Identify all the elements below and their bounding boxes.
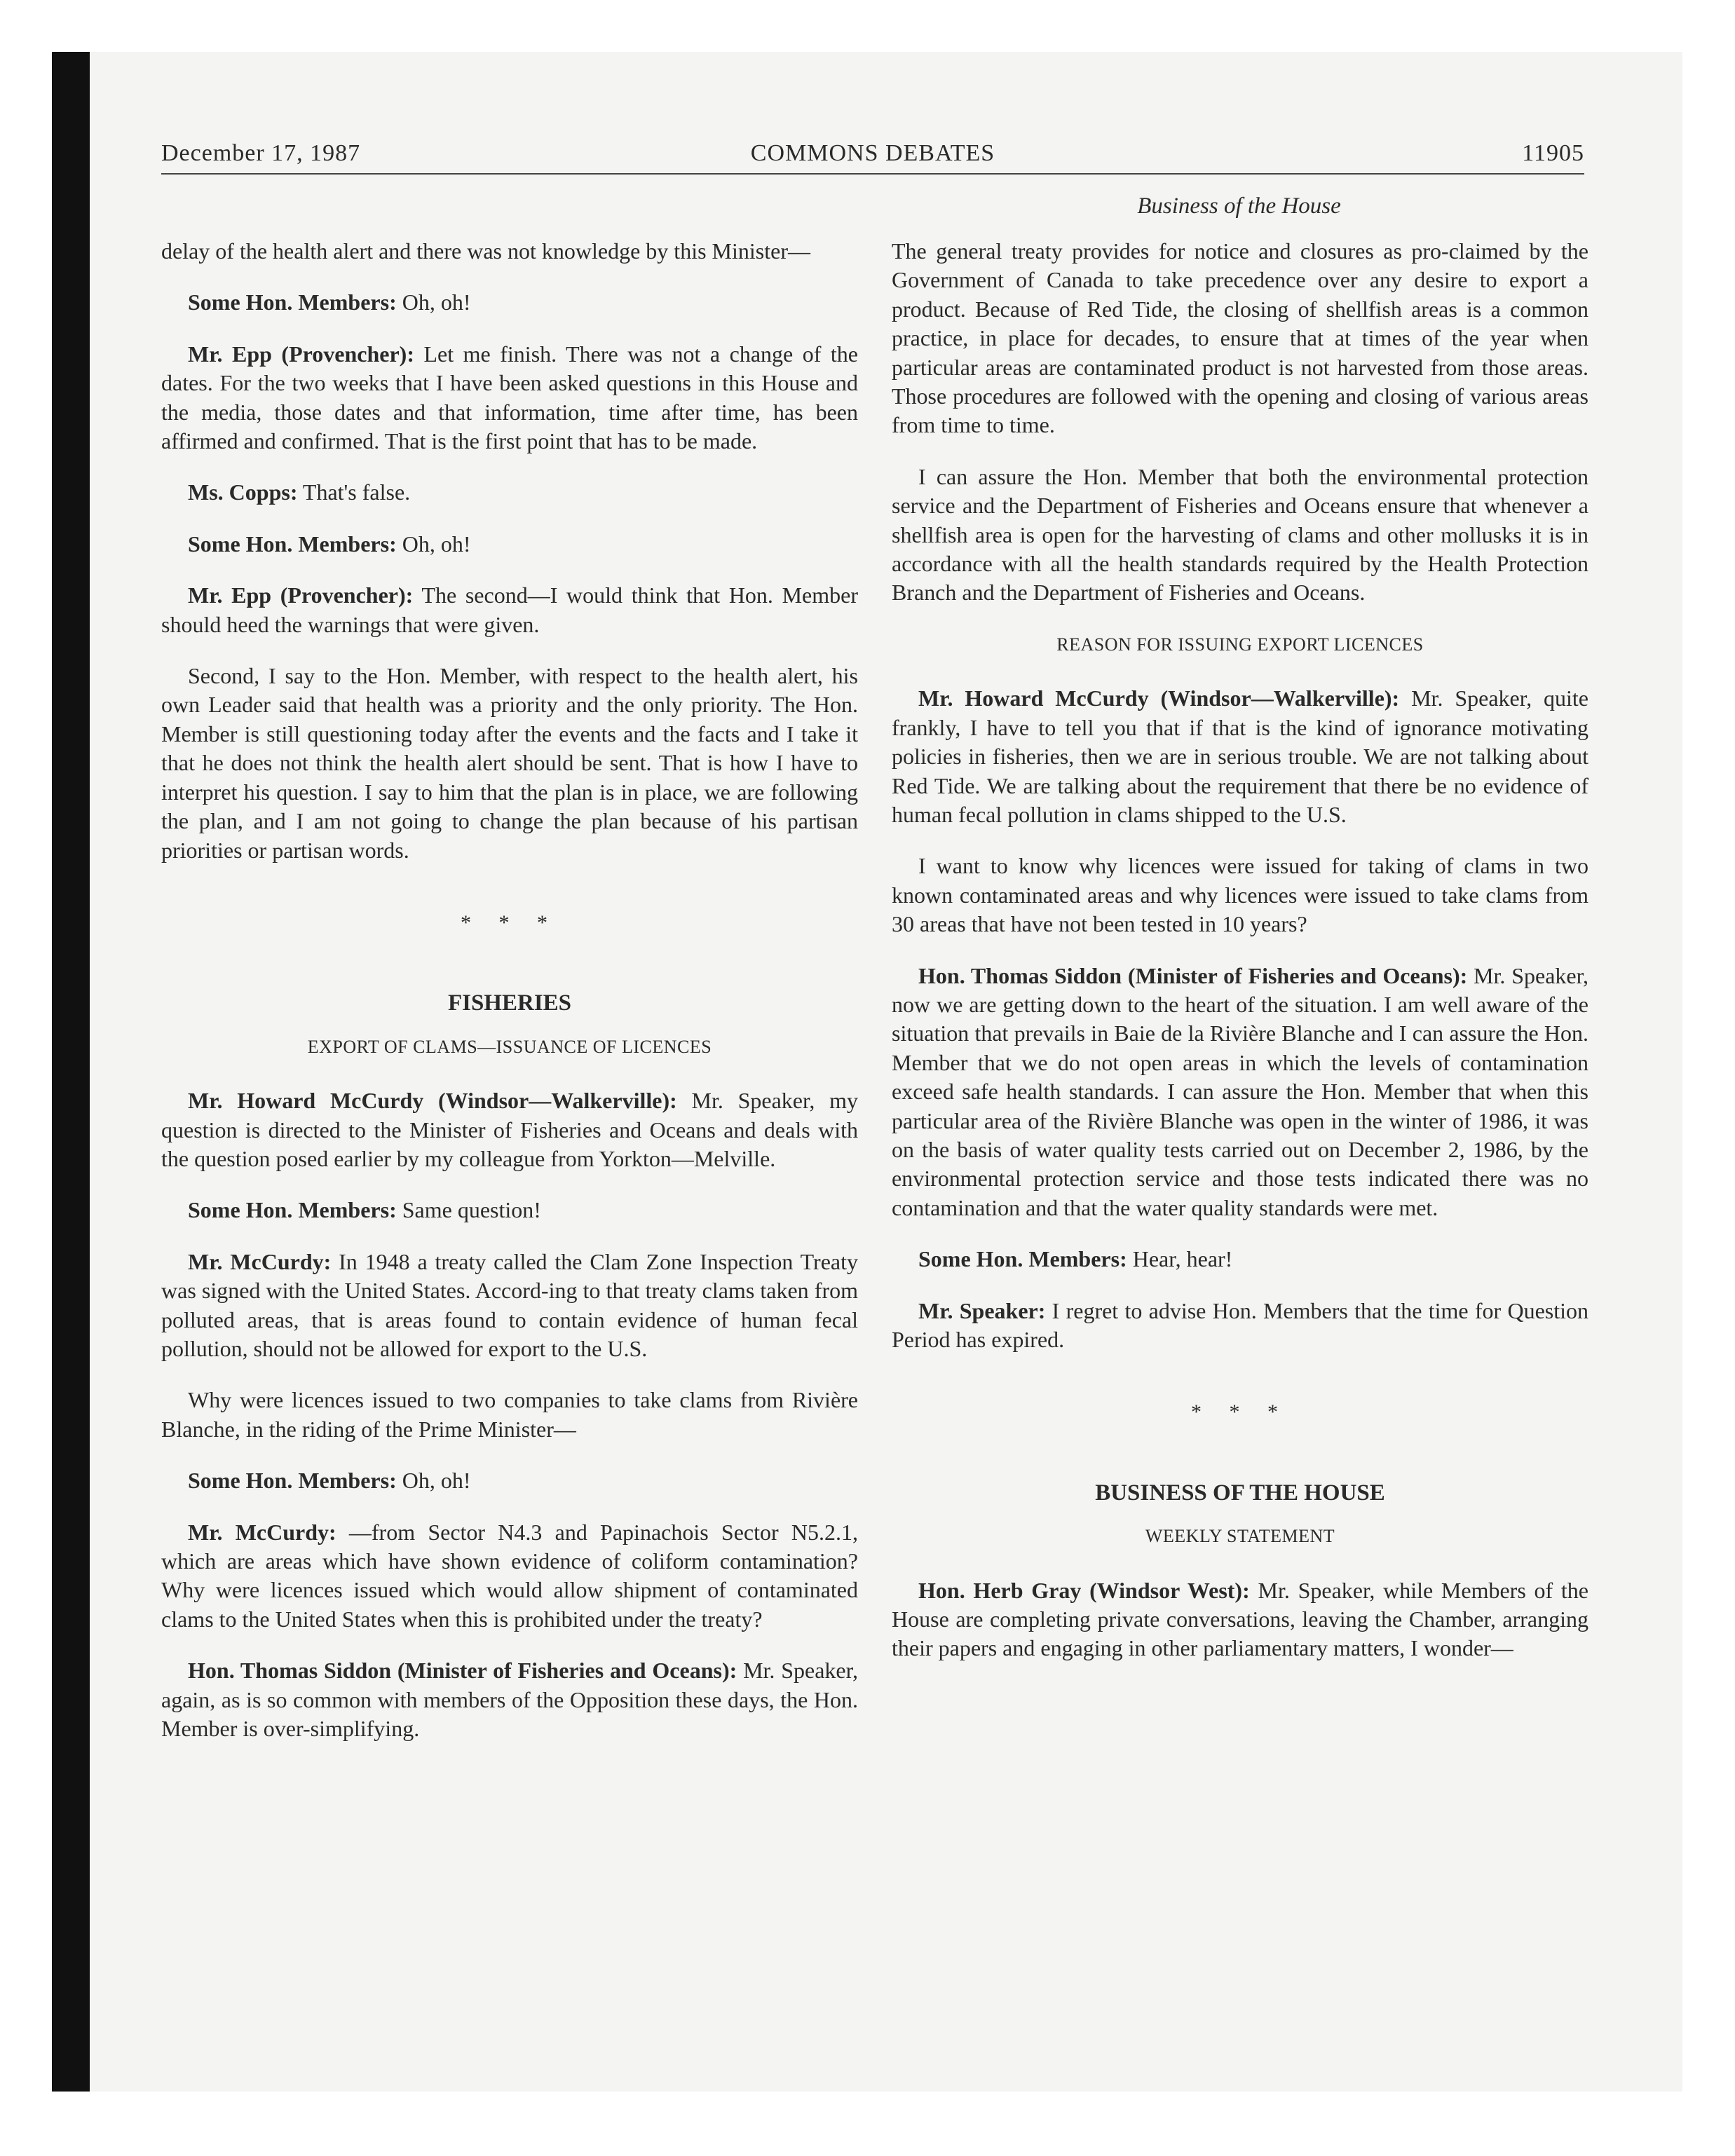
paragraph-text: Let me finish. There was not a change of the dates. For the two weeks that I have been asked questions in this House and the media, those dates and that information, time after time, has been affirmed and confirmed. That is the first point that has to be made. [161, 341, 859, 454]
paragraph-text: Oh, oh! [396, 1468, 471, 1494]
paragraph [161, 1386, 858, 1444]
scan-edge [52, 52, 90, 2092]
paragraph [161, 1656, 858, 1743]
paragraph [161, 530, 858, 559]
speaker-name: Mr. McCurdy: [188, 1519, 336, 1545]
paragraph-text: delay of the health alert and there was not knowledge by this Minister— [161, 238, 810, 264]
paragraph [892, 1245, 1588, 1274]
paragraph [161, 478, 858, 507]
speaker-name: Hon. Herb Gray (Windsor West): [918, 1577, 1250, 1603]
section-heading: BUSINESS OF THE HOUSE [1095, 1480, 1385, 1506]
speaker-name: Hon. Thomas Siddon (Minister of Fisheries and Oceans): [918, 962, 1468, 988]
paragraph [892, 463, 1588, 608]
section-subheading: WEEKLY STATEMENT [1145, 1526, 1335, 1547]
page-number: 11905 [1522, 140, 1584, 166]
paragraph-text: I regret to advise Hon. Members that the time for Question Period has expired. [892, 1297, 1588, 1352]
paragraph [161, 662, 858, 865]
paragraph [892, 1297, 1588, 1355]
header-date: December 17, 1987 [161, 140, 361, 166]
paragraph-text: Why were licences issued to two companies to take clams from Rivière Blanche, in the riding of the Prime Minister— [161, 1387, 858, 1442]
paragraph [892, 852, 1588, 939]
speaker-name: Some Hon. Members: [188, 1197, 397, 1223]
paragraph [892, 962, 1588, 1223]
speaker-name: Ms. Copps: [188, 479, 298, 505]
paragraph [161, 288, 858, 317]
left-column [161, 237, 858, 1766]
section-separator: * * * [461, 910, 559, 934]
paragraph-text: That's false. [297, 479, 411, 505]
section-subheading: EXPORT OF CLAMS—ISSUANCE OF LICENCES [307, 1036, 712, 1057]
speaker-name: Mr. Epp (Provencher): [188, 341, 414, 367]
speaker-name: Mr. Howard McCurdy (Windsor—Walkerville): [918, 685, 1400, 711]
section-subheading: REASON FOR ISSUING EXPORT LICENCES [1056, 634, 1424, 655]
paragraph [161, 1196, 858, 1224]
section-separator: * * * [1191, 1400, 1289, 1424]
paragraph-text: The general treaty provides for notice and closures as pro-claimed by the Government of Canada to take precedence over any desire to export a product. Because of Red Tide, the closing of shellfish areas is a common practice, in place for decades, to ensure that at times of the year when particular areas are contaminated product is not harvested from those areas. Those procedures are followed with the opening and closing of various areas from time to time. [892, 238, 1588, 438]
speaker-name: Some Hon. Members: [188, 289, 397, 315]
paragraph-text: I can assure the Hon. Member that both the environmental protection service and the Department of Fisheries and Oceans ensure that whenever a shellfish area is open for the harvesting of clams and other mollusks it is in accordance with all the health standards required by the Health Protection Branch and the Department of Fisheries and Oceans. [892, 463, 1588, 606]
paragraph [161, 237, 858, 266]
paragraph-text: In 1948 a treaty called the Clam Zone Inspection Treaty was signed with the United States. Accord-ing to that treaty clams taken from polluted areas, that is areas found to contain evidence of human fecal pollution, should not be allowed for export to the U.S. [161, 1248, 859, 1361]
speaker-name: Mr. Epp (Provencher): [188, 582, 414, 608]
paragraph [161, 1086, 858, 1173]
paragraph [161, 340, 858, 456]
paragraph-text: Mr. Speaker, again, as is so common with members of the Opposition these days, the Hon. Member is over-simplifying. [161, 1658, 858, 1742]
paragraph [892, 684, 1588, 829]
paragraph-text: I want to know why licences were issued for taking of clams in two known contaminated areas and why licences were issued to take clams from 30 areas that have not been tested in 10 years? [892, 853, 1588, 937]
speaker-name: Mr. Howard McCurdy (Windsor—Walkerville): [188, 1088, 677, 1114]
column-head: Business of the House [1137, 193, 1341, 219]
paragraph-text: Oh, oh! [396, 531, 471, 557]
paragraph [161, 1248, 858, 1364]
speaker-name: Some Hon. Members: [188, 1468, 397, 1494]
paragraph-text: Same question! [396, 1197, 541, 1223]
right-column [892, 237, 1588, 1686]
paragraph [892, 237, 1588, 440]
paragraph-text: Mr. Speaker, while Members of the House are completing private conversations, leaving the Chamber, arranging their papers and engaging in other parliamentary matters, I wonder— [892, 1577, 1589, 1661]
paragraph-text: Hear, hear! [1127, 1246, 1233, 1272]
paragraph-text: Mr. Speaker, my question is directed to the Minister of Fisheries and Oceans and deals with the question posed earlier by my colleague from Yorkton—Melville. [161, 1088, 859, 1171]
paragraph-text: —from Sector N4.3 and Papinachois Sector N5.2.1, which are areas which have shown evidence of coliform contamination? Why were licences issued which would allow shipment of contaminated clams to the United States when this is prohibited under the treaty? [161, 1519, 859, 1632]
paragraph [161, 1466, 858, 1495]
paragraph-text: Mr. Speaker, quite frankly, I have to tell you that if that is the kind of ignorance motivating policies in fisheries, then we are in serious trouble. We are not talking about Red Tide. We are talking about the requirement that there be no evidence of human fecal pollution in clams shipped to the U.S. [892, 685, 1588, 827]
speaker-name: Some Hon. Members: [918, 1246, 1127, 1272]
speaker-name: Some Hon. Members: [188, 531, 397, 557]
paragraph-text: Mr. Speaker, now we are getting down to the heart of the situation. I am well aware of the situation that prevails in Baie de la Rivière Blanche and I can assure the Hon. Member that we do not open areas in which the levels of contamination exceed safe health standards. I can assure the Hon. Member that when this particular area of the Rivière Blanche was open in the winter of 1986, it was on the basis of water quality tests carried out on December 2, 1986, by the environmental protection service and those tests indicated there was no contamination and that the water quality standards were met. [892, 962, 1588, 1220]
running-head [161, 140, 1584, 174]
paragraph [892, 1576, 1588, 1663]
section-heading: FISHERIES [447, 990, 572, 1016]
paragraph-text: The second—I would think that Hon. Member should heed the warnings that were given. [161, 582, 859, 637]
speaker-name: Mr. McCurdy: [188, 1248, 332, 1274]
paragraph-text: Second, I say to the Hon. Member, with respect to the health alert, his own Leader said that health was a priority and the only priority. The Hon. Member is still questioning today after the events and the facts and I take it that he does not think the health alert should be sent. That is how I have to interpret his question. I say to him that the plan is in place, we are following the plan, and I am not going to change the plan because of his partisan priorities or partisan words. [161, 663, 858, 863]
header-rule [161, 173, 1584, 175]
speaker-name: Hon. Thomas Siddon (Minister of Fisheries and Oceans): [188, 1658, 737, 1684]
paragraph [161, 1518, 858, 1635]
paragraph-text: Oh, oh! [396, 289, 471, 315]
speaker-name: Mr. Speaker: [918, 1297, 1046, 1323]
header-title: COMMONS DEBATES [750, 140, 995, 166]
paragraph [161, 581, 858, 639]
